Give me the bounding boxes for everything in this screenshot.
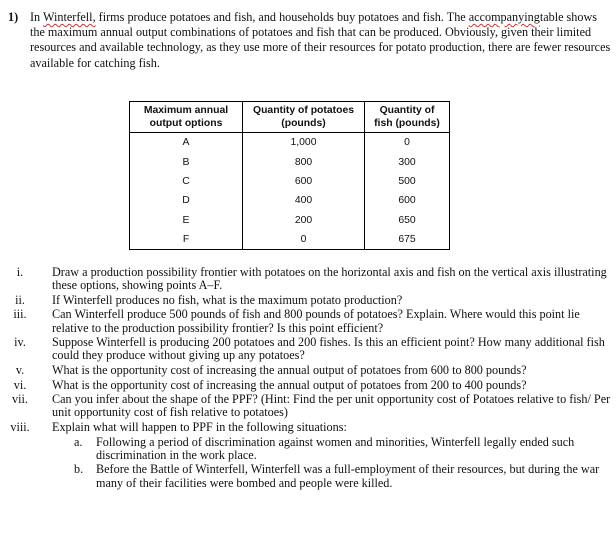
intro-post: firms produce potatoes and fish, and households buy potatoes and fish. The (98, 10, 466, 24)
cell-option: B (130, 152, 243, 171)
question-text: Explain what will happen to PPF in the following situations: (52, 419, 347, 434)
question-item (8, 364, 612, 377)
subquestion-letter: b. (74, 462, 84, 477)
cell-fish: 650 (365, 211, 450, 230)
header-fish: Quantity of fish (pounds) (365, 102, 450, 133)
question-item (8, 393, 612, 419)
subquestion-text: Before the Battle of Winterfell, Winterfell was a full-employment of their resources, but during the war many of their facilities were bombed and people were killed. (96, 462, 600, 490)
table-header-row (130, 102, 450, 133)
intro-pre: In (30, 10, 41, 24)
question-number: vi. (13, 377, 27, 392)
problem-intro (8, 10, 612, 71)
question-text: Suppose Winterfell is producing 200 potatoes and 200 fishes. Is this an efficient point? How many additional fish could they produce without giving up any potatoes? (52, 335, 605, 363)
question-number: i. (16, 265, 24, 279)
subquestion-letter: a. (74, 434, 83, 449)
table-row (130, 133, 450, 153)
cell-fish: 600 (365, 191, 450, 210)
subquestion-item (8, 436, 612, 462)
subquestion-item (8, 463, 612, 489)
question-item (8, 266, 612, 292)
question-text: If Winterfell produces no fish, what is the maximum potato production? (52, 292, 403, 307)
cell-potatoes: 1,000 (243, 133, 365, 153)
question-text: Draw a production possibility frontier with potatoes on the horizontal axis and fish on the vertical axis illustrating these options, showing points A–F. (52, 265, 607, 293)
question-text: What is the opportunity cost of increasing the annual output of potatoes from 600 to 800 pounds? (52, 362, 527, 377)
header-output-options: Maximum annual output options (130, 102, 243, 133)
cell-potatoes: 200 (243, 211, 365, 230)
question-number: vii. (12, 392, 28, 407)
question-number: v. (15, 362, 25, 377)
question-text: What is the opportunity cost of increasing the annual output of potatoes from 200 to 400 pounds? (52, 377, 527, 392)
place-name: Winterfell, (42, 10, 96, 24)
question-item (8, 421, 612, 434)
question-number: iv. (14, 335, 26, 350)
question-number: ii. (15, 292, 25, 307)
cell-fish: 675 (365, 230, 450, 250)
question-number: viii. (10, 419, 30, 434)
cell-option: D (130, 191, 243, 210)
subquestion-text: Following a period of discrimination against women and minorities, Winterfell legally ended such discrimination in the work place. (96, 434, 575, 462)
cell-potatoes: 0 (243, 230, 365, 250)
problem-number: 1) (8, 10, 19, 24)
table-row (130, 172, 450, 191)
table-row (130, 191, 450, 210)
question-text: Can Winterfell produce 500 pounds of fish and 800 pounds of potatoes? Explain. Where would this point lie relative to the production possibility frontier? Is this point efficient? (52, 307, 580, 335)
cell-potatoes: 400 (243, 191, 365, 210)
output-options-table (129, 101, 450, 250)
question-item (8, 336, 612, 362)
question-list (8, 266, 612, 491)
cell-option: A (130, 133, 243, 153)
word-accompanying: accompanying (468, 10, 540, 24)
table-row (130, 152, 450, 171)
question-item (8, 379, 612, 392)
table-row (130, 211, 450, 230)
question-number: iii. (13, 307, 27, 322)
cell-option: F (130, 230, 243, 250)
cell-potatoes: 800 (243, 152, 365, 171)
cell-fish: 0 (365, 133, 450, 153)
problem-intro-text (30, 10, 612, 71)
question-item (8, 308, 612, 334)
cell-fish: 500 (365, 172, 450, 191)
header-potatoes: Quantity of potatoes (pounds) (243, 102, 365, 133)
intro-rest: table shows the maximum annual output combinations of potatoes and fish that can be produced. Obviously, given their limited resources and available technology, as they use more of their resources for potato production, there are fewer resources available for catching fish. (30, 10, 611, 70)
cell-option: C (130, 172, 243, 191)
cell-fish: 300 (365, 152, 450, 171)
question-text: Can you infer about the shape of the PPF? (Hint: Find the per unit opportunity cost of Potatoes relative to fish/ Per unit opportunity cost of fish relative to potatoes) (52, 392, 611, 420)
question-item (8, 294, 612, 307)
table-row (130, 230, 450, 250)
cell-potatoes: 600 (243, 172, 365, 191)
cell-option: E (130, 211, 243, 230)
